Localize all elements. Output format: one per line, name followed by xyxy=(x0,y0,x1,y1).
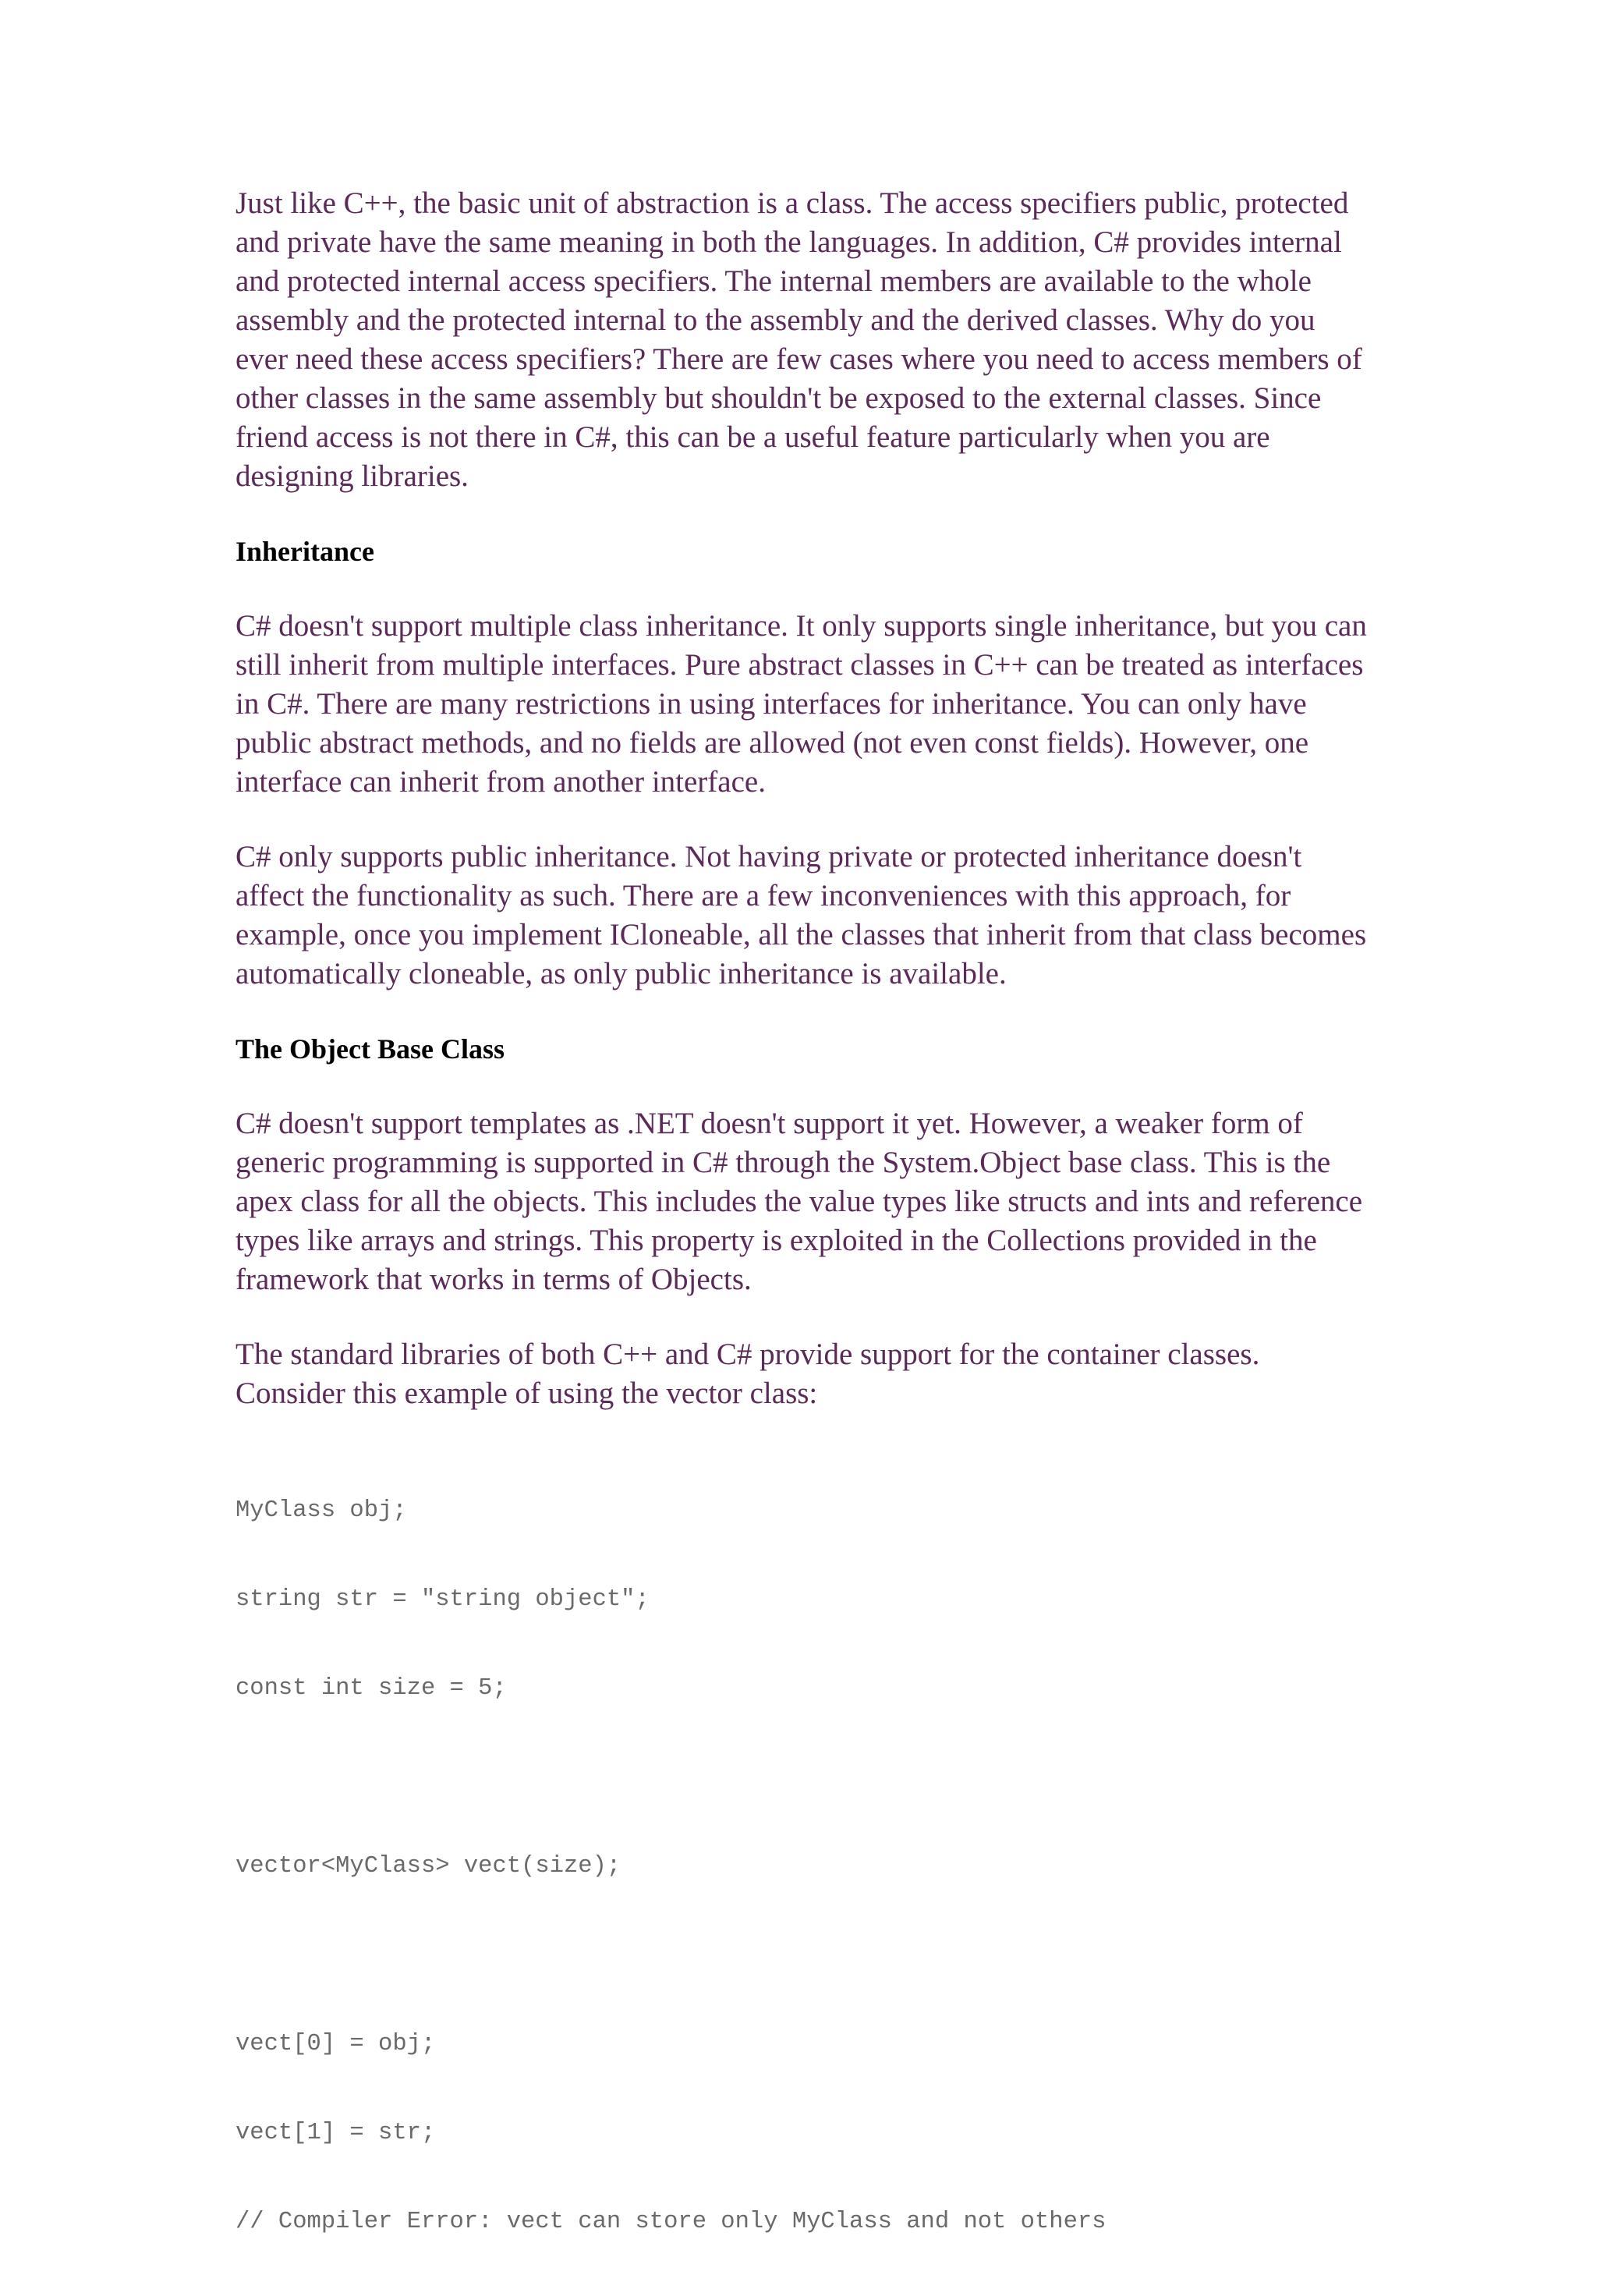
document-page xyxy=(235,184,1374,2296)
paragraph-access-specifiers: Just like C++, the basic unit of abstraction is a class. The access specifiers public, protected and private have the same meaning in both the languages. In addition, C# provides internal and protected internal access specifiers. The internal members are available to the whole assembly and the protected internal to the assembly and the derived classes. Why do you ever need these access specifiers? There are few cases where you need to access members of other classes in the same assembly but shouldn't be exposed to the external classes. Since friend access is not there in C#, this can be a useful feature particularly when you are designing libraries. xyxy=(235,186,1362,493)
code-line: // Compiler Error: vect can store only MyClass and not others xyxy=(235,2209,1107,2235)
heading-object-base-class: The Object Base Class xyxy=(235,1033,505,1065)
code-line: const int size = 5; xyxy=(235,1675,507,1702)
code-line: MyClass obj; xyxy=(235,1497,407,1524)
paragraph-inheritance-2: C# only supports public inheritance. Not having private or protected inheritance doesn't affect the functionality as such. There are a few inconveniences with this approach, for example, once you implement ICloneable, all the classes that inherit from that class becomes automatically cloneable, as only public inheritance is available. xyxy=(235,840,1367,990)
paragraph-object-2: The standard libraries of both C++ and C# provide support for the container classes. Consider this example of using the vector class: xyxy=(235,1338,1260,1410)
code-line: vect[0] = obj; xyxy=(235,2031,436,2057)
code-block xyxy=(235,1437,1374,2296)
heading-inheritance: Inheritance xyxy=(235,536,374,567)
paragraph-object-1: C# doesn't support templates as .NET doesn't support it yet. However, a weaker form of generic programming is supported in C# through the System.Object base class. This is the apex class for all the objects. This includes the value types like structs and ints and reference types like arrays and strings. This property is exploited in the Collections provided in the framework that works in terms of Objects. xyxy=(235,1107,1363,1296)
code-line: string str = "string object"; xyxy=(235,1586,650,1613)
code-line xyxy=(235,1763,1374,1792)
code-line: vect[1] = str; xyxy=(235,2120,436,2146)
paragraph-inheritance-1: C# doesn't support multiple class inheritance. It only supports single inheritance, but you can still inherit from multiple interfaces. Pure abstract classes in C++ can be treated as interfaces in C#. There are many restrictions in using interfaces for inheritance. You can only have public abstract methods, and no fields are allowed (not even const fields). However, one interface can inherit from another interface. xyxy=(235,609,1367,799)
code-line xyxy=(235,1940,1374,1970)
code-line: vector<MyClass> vect(size); xyxy=(235,1853,621,1880)
